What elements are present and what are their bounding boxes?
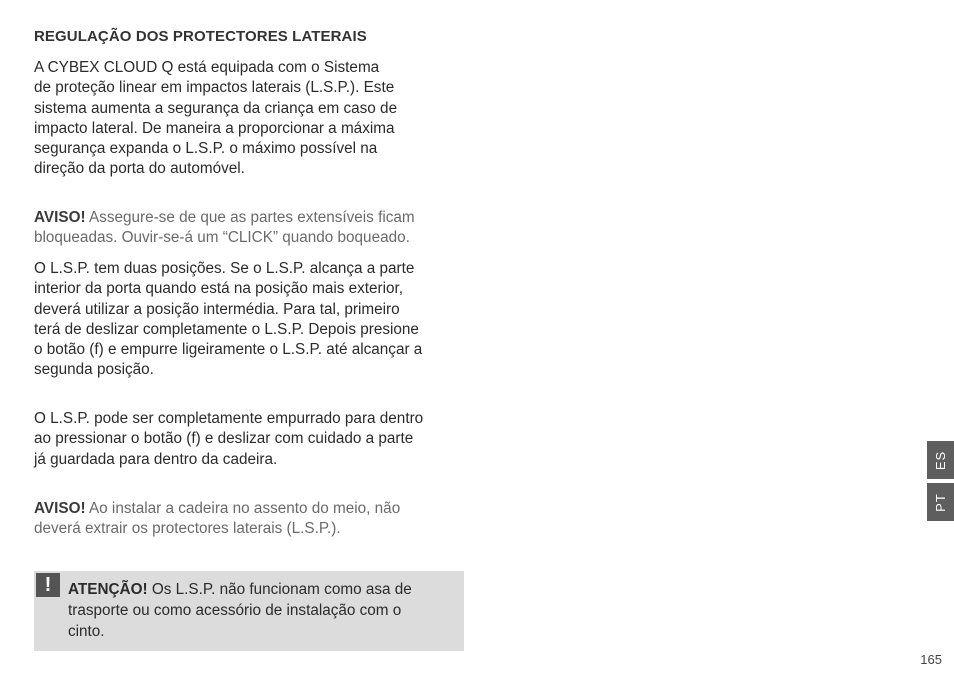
language-tab-label: ES — [933, 450, 948, 470]
text-line: O L.S.P. tem duas posições. Se o L.S.P. alcança a parte — [34, 260, 415, 277]
attention-label: ATENÇÃO! — [68, 581, 148, 598]
text-line: impacto lateral. De maneira a proporcionar a máxima — [34, 119, 395, 137]
section-heading: REGULAÇÃO DOS PROTECTORES LATERAIS — [34, 28, 367, 45]
text-line: o botão (f) e empurre ligeiramente o L.S.P. até alcançar a — [34, 341, 423, 359]
attention-text — [68, 579, 460, 642]
exclamation-icon: ! — [36, 573, 60, 597]
language-tab-pt[interactable] — [927, 483, 954, 521]
text-line: trasporte ou como acessório de instalação com o — [68, 602, 402, 619]
paragraph-lsp-positions — [34, 259, 474, 381]
text-line: deverá utilizar a posição intermédia. Para tal, primeiro — [34, 300, 400, 318]
attention-box — [34, 571, 464, 651]
attention-text-part: Os L.S.P. não funcionam como asa de — [147, 581, 412, 598]
language-tab-es[interactable] — [927, 441, 954, 479]
warning-locked-parts — [34, 208, 474, 249]
warning-text: Ao instalar a cadeira no assento do meio, não — [85, 500, 401, 517]
text-line: direção da porta do automóvel. — [34, 160, 245, 178]
page-number: 165 — [920, 652, 942, 667]
warning-label: AVISO! — [34, 500, 86, 517]
text-line: interior da porta quando está na posição mais exterior, — [34, 280, 404, 298]
text-line — [34, 499, 474, 519]
warning-middle-seat — [34, 499, 474, 540]
text-line: segurança expanda o L.S.P. o máximo possível na — [34, 140, 378, 158]
language-tab-label: PT — [933, 492, 948, 512]
text-line: cinto. — [68, 623, 105, 640]
text-line: bloqueadas. Ouvir-se-á um “CLICK” quando boqueado. — [34, 229, 410, 247]
text-line: já guardada para dentro da cadeira. — [34, 450, 278, 468]
paragraph-lsp-intro — [34, 58, 474, 180]
text-line: A CYBEX CLOUD Q está equipada com o Sistema — [34, 59, 380, 76]
warning-text: Assegure-se de que as partes extensíveis ficam — [85, 209, 415, 226]
warning-label: AVISO! — [34, 209, 86, 226]
text-line — [34, 208, 474, 228]
text-line: segunda posição. — [34, 361, 154, 379]
text-line: O L.S.P. pode ser completamente empurrado para dentro — [34, 410, 424, 427]
text-line: sistema aumenta a segurança da criança em caso de — [34, 99, 398, 117]
text-line: ao pressionar o botão (f) e deslizar com cuidado a parte — [34, 430, 414, 448]
text-line: deverá extrair os protectores laterais (L.S.P.). — [34, 520, 341, 538]
text-line: de proteção linear em impactos laterais (L.S.P.). Este — [34, 79, 395, 97]
text-line — [68, 579, 460, 600]
paragraph-lsp-push-in — [34, 409, 474, 470]
text-line: terá de deslizar completamente o L.S.P. Depois presione — [34, 320, 419, 338]
